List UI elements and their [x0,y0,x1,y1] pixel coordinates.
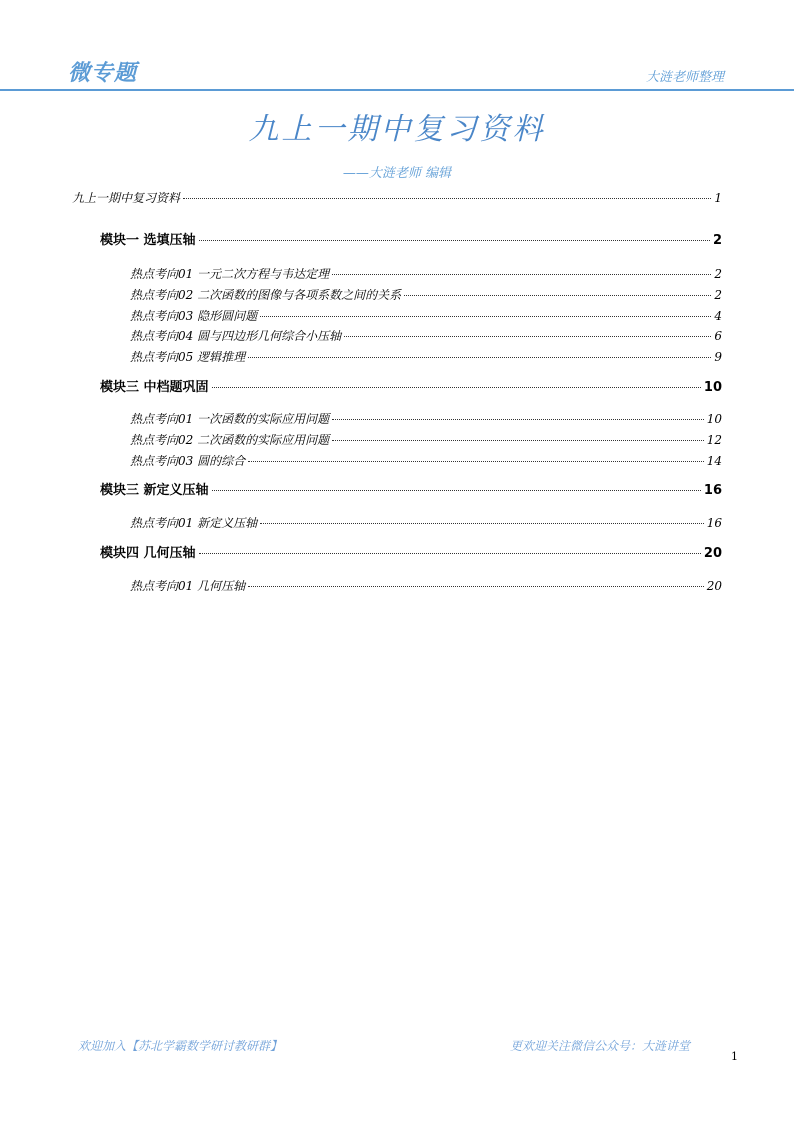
toc-entry[interactable] [130,287,722,303]
toc-leader [344,336,711,337]
toc-entry[interactable] [100,233,722,249]
footer-group-invite: 欢迎加入【苏北学霸数学研讨教研群】 [78,1039,283,1053]
toc-entry[interactable] [100,483,722,499]
toc-entry[interactable] [130,578,722,594]
toc-page: 16 [703,483,722,498]
toc-leader [260,316,711,317]
toc-entry[interactable] [100,380,722,396]
toc-label: 模块三 新定义压轴 [100,483,209,498]
toc-label: 模块一 选填压轴 [100,233,196,248]
page-number: 1 [731,1050,738,1063]
toc-label: 热点考向01 新定义压轴 [130,516,258,530]
toc-page: 1 [714,191,722,205]
toc-label: 热点考向05 逻辑推理 [130,350,246,364]
toc-page: 10 [703,380,722,395]
toc-label: 模块四 几何压轴 [100,546,196,561]
toc-leader [332,274,711,275]
toc-label: 热点考向03 圆的综合 [130,454,246,468]
toc-label: 热点考向03 隐形圆问题 [130,309,258,323]
toc-page: 6 [714,329,722,343]
toc-label: 热点考向02 二次函数的实际应用问题 [130,433,330,447]
toc-page: 14 [706,454,722,468]
toc-entry[interactable] [130,453,722,469]
toc-leader [212,387,701,388]
toc-label: 热点考向01 一次函数的实际应用问题 [130,412,330,426]
document-subtitle: ——大涟老师 编辑 [342,166,452,181]
toc-page: 10 [706,412,722,426]
toc-page: 16 [706,516,722,530]
toc-label: 热点考向01 几何压轴 [130,579,246,593]
page-header [0,0,794,92]
footer-wechat-notice: 更欢迎关注微信公众号：大涟讲堂 [509,1039,690,1053]
header-divider [0,89,794,91]
toc-leader [199,240,710,241]
toc-page: 4 [714,309,722,323]
toc-leader [404,295,711,296]
toc-page: 2 [714,267,722,281]
toc-label: 热点考向02 二次函数的图像与各项系数之间的关系 [130,288,402,302]
toc-label: 九上一期中复习资料 [72,191,181,205]
toc-entry[interactable] [130,349,722,365]
toc-label: 热点考向04 圆与四边形几何综合小压轴 [130,329,342,343]
toc-entry[interactable] [100,546,722,562]
toc-label: 热点考向01 一元二次方程与韦达定理 [130,267,330,281]
toc-leader [212,490,701,491]
header-author: 大涟老师整理 [645,70,724,85]
toc-label: 模块三 中档题巩固 [100,380,209,395]
toc-leader [183,198,711,199]
toc-leader [332,440,704,441]
toc-entry[interactable] [130,515,722,531]
document-title: 九上一期中复习资料 [248,112,546,147]
toc-entry[interactable] [72,190,722,206]
toc-page: 20 [703,546,722,561]
toc-entry[interactable] [130,308,722,324]
toc-leader [248,461,704,462]
toc-leader [260,523,704,524]
toc-leader [199,553,701,554]
toc-leader [248,357,711,358]
toc-page: 9 [714,350,722,364]
toc-entry[interactable] [130,432,722,448]
toc-entry[interactable] [130,266,722,282]
toc-leader [332,419,704,420]
logo: 微专题 [68,61,138,86]
toc-page: 2 [712,233,722,248]
toc-page: 12 [706,433,722,447]
toc-page: 20 [706,579,722,593]
toc-leader [248,586,704,587]
toc-entry[interactable] [130,411,722,427]
toc-page: 2 [714,288,722,302]
toc-entry[interactable] [130,328,722,344]
